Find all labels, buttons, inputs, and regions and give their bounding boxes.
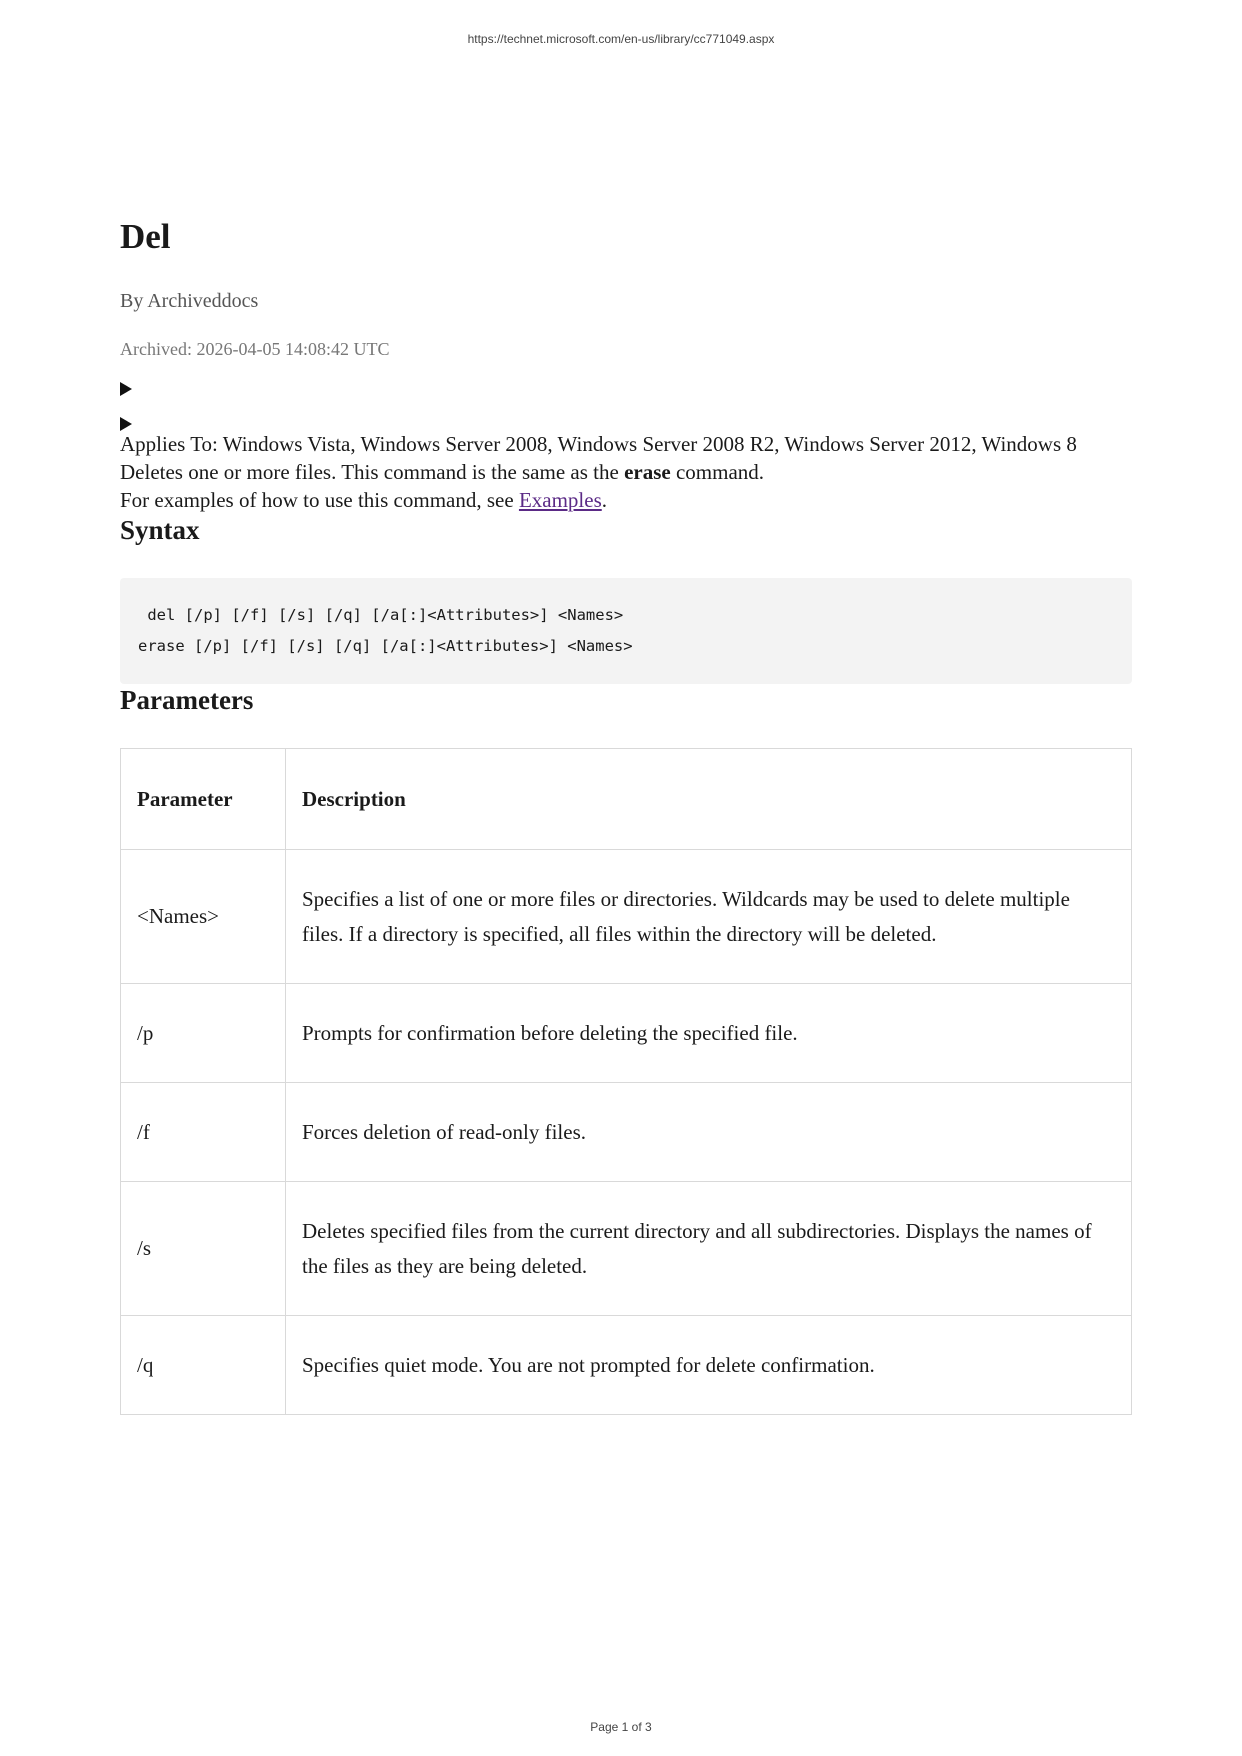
examples-link[interactable]: Examples <box>518 488 602 512</box>
table-row <box>121 1182 1132 1316</box>
intro-text-end: command. <box>670 460 765 484</box>
caret-right-icon <box>120 417 132 431</box>
table-row <box>121 984 1132 1083</box>
description-cell: Forces deletion of read-only files. <box>286 1083 1132 1182</box>
table-header-row <box>121 749 1132 850</box>
column-header-parameter: Parameter <box>121 749 286 850</box>
disclosure-toggle-2[interactable] <box>120 417 133 430</box>
intro-paragraph <box>120 458 1132 486</box>
article-content <box>120 200 1132 1415</box>
applies-to: Applies To: Windows Vista, Windows Server 2008, Windows Server 2008 R2, Windows Server 2012, Windows 8 <box>120 432 1077 456</box>
description-cell: Specifies quiet mode. You are not prompted for delete confirmation. <box>286 1316 1132 1415</box>
caret-right-icon <box>120 382 132 396</box>
parameters-table <box>120 748 1132 1415</box>
table-row <box>121 1083 1132 1182</box>
param-cell: <Names> <box>121 850 286 984</box>
column-header-description: Description <box>286 749 1132 850</box>
page-url-header: https://technet.microsoft.com/en-us/library/cc771049.aspx <box>467 32 775 46</box>
syntax-code-block <box>120 578 1132 684</box>
examples-paragraph <box>120 486 1132 514</box>
description-cell: Prompts for confirmation before deleting the specified file. <box>286 984 1132 1083</box>
parameters-heading: Parameters <box>120 685 254 715</box>
page-title: Del <box>120 217 171 256</box>
syntax-line-erase: erase [/p] [/f] [/s] [/q] [/a[:]<Attributes>] <Names> <box>138 637 633 655</box>
description-cell: Specifies a list of one or more files or directories. Wildcards may be used to delete multiple files. If a directory is specified, all files within the directory will be deleted. <box>286 850 1132 984</box>
param-cell: /p <box>121 984 286 1083</box>
description-cell: Deletes specified files from the current directory and all subdirectories. Displays the names of the files as they are being deleted. <box>286 1182 1132 1316</box>
erase-keyword: erase <box>624 460 671 484</box>
examples-text-end: . <box>601 488 607 512</box>
archived-timestamp: Archived: 2026-04-05 14:08:42 UTC <box>120 339 390 359</box>
byline: By Archiveddocs <box>120 290 259 312</box>
intro-text: Deletes one or more files. This command is the same as the <box>120 460 625 484</box>
syntax-heading: Syntax <box>120 515 200 545</box>
table-row <box>121 1316 1132 1415</box>
disclosure-toggle-1[interactable] <box>120 382 133 395</box>
examples-text: For examples of how to use this command, see <box>120 488 519 512</box>
table-row <box>121 850 1132 984</box>
syntax-line-del: del [/p] [/f] [/s] [/q] [/a[:]<Attributes>] <Names> <box>138 606 624 624</box>
param-cell: /s <box>121 1182 286 1316</box>
page-number: Page 1 of 3 <box>590 1720 652 1734</box>
param-cell: /q <box>121 1316 286 1415</box>
param-cell: /f <box>121 1083 286 1182</box>
